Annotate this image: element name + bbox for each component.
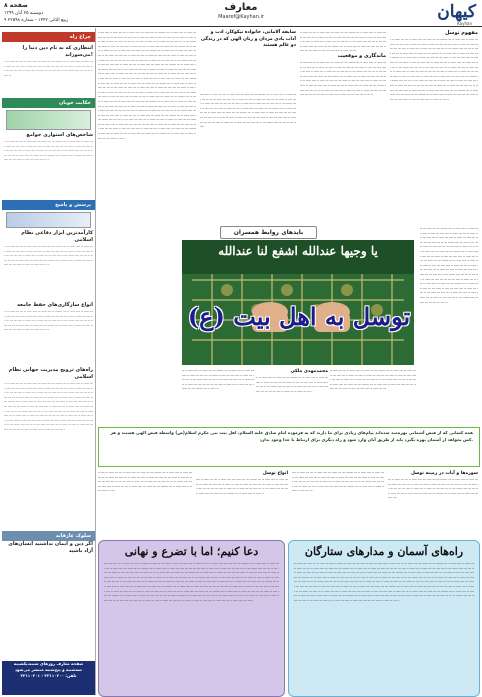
sidebar-item-5-body: ـــ ـــــ ــ ــــ ـــــ ــ ـــ ـــــــ ـــ ـــ ـــــ ـــ ــــ ـــــ ــ ـــ ـــ ـــــ ــ ــــ ــــ ـــ ــــ ــ ـــــ ـــ ـــ ــــ ـــ ـــــ ــ ــــ ـــ ـــــ ــ ـــ ــــ ـــ ـــــ ـــ ــ ـــ ـــ ــــ ــــــ ـــ ــ ـــ ــــ ـــ ـــ ـــــ ــ ـــ ـــــ ــ ــــ ـــ ـــ ـــ ـــ ــــ ـــ ـــــ ــ ــــ ـــــ ــ ـــ ـــــــ ـــ ـــ ـــــ ـــ ــــ ـــــ ــ ـــ ـــ ـــــ ــ ــــ ــــ ـــ ــــ ــ ـــــ ـــ ـــ ــــ ـــ ـــــ ــ ــــ ـــــ ــ ـــ ـــــــ ـــ ـــ ـــــ ـــ ــــ ـــــ ــ ـــ ـــ ـــــ ــ ــــ ــــ ـــ ــــ ــ ـــــ ـــ ـــ ــــ ـــ ـــــ ــ ــــ ـــ ـــــ ــ ـــ ــــ ـــ ـــــ ـــ ــ ـــ ـــ ــــ ــــــ ـــ ــ ـــ ــــ ـــ ـــ ـــــ ــ ـــ ـــــ ــ ــــ ـــ ـــ ـــ ـــ ــــ ـــ ـــــ ــ ــــ ـــــ ــ ـــ ـــــــ ـــ ـــ ـــــ ـــ ــــ ـــــ ــ ـــ ـــ ـــــ ــ ــــ ــــ ـــ ــــ ــ ـــــ ـــ ـــ ــــ ـــ ـــــ ــ ــــ ـــ ـــــ ــ ـــ ــــ ـــ ـــــ ـــ ــ ـــ ـــ ــــ ــــــ ـــ ــ ـــ ــــ ـــ ـــ ـــــ ــ ـــ ـــــ ــ ــــ ـــ ـــ ـــ ـــ ــــ bbox=[4, 381, 93, 431]
date-line: دوشنبه ۲۵ آبان ۱۳۹۹ bbox=[4, 11, 44, 16]
article-column-1: مفهوم توسل ـــ ـــــ ــ ــــ ـــــ ــ ـــ ـــــــ ـــ ـــ ـــــ ـــ ــــ ـــــ ــ ـــ ـــ ـــــ ــ ــــ ــــ ـــ ــــ ــ ـــــ ـــ ـــ ــــ ـــ ـــــ ــ ــــ ـــ ـــــ ــ ـــ ــــ ـــ ـــــ ـــ ــ ـــ ـــ ــــ ــــــ ـــ ــ ـــ ــــ ـــ ـــ ـــــ ــ ـــ ـــــ ــ ــــ ـــ ـــ ـــ ـــ ــــ ـــ ـــــ ــ ــــ ـــــ ــ ـــ ـــــــ ـــ ـــ ـــــ ـــ ــــ ـــــ ــ ـــ ـــ ـــــ ــ ــــ ــــ ـــ ــــ ــ ـــــ ـــ ـــ ــــ ـــ ـــــ ــ ــــ ـــــ ــ ـــ ـــــــ ـــ ـــ ـــــ ـــ ــــ ـــــ ــ ـــ ـــ ـــــ ــ ــــ ــــ ـــ ــــ ــ ـــــ ـــ ـــ ــــ ـــ ـــــ ــ ــــ ـــ ـــــ ــ ـــ ــــ ـــ ـــــ ـــ ــ ـــ ـــ ــــ ــــــ ـــ ــ ـــ ــــ ـــ ـــ ـــــ ــ ـــ ـــــ ــ ــــ ـــ ـــ ـــ ـــ ــــ ـــ ـــــ ــ ــــ ـــــ ــ ـــ ـــــــ ـــ ـــ ـــــ ـــ ــــ ـــــ ــ ـــ ـــ ـــــ ــ ــــ ــــ ـــ ــــ ــ ـــــ ـــ ـــ ــــ ـــ ـــــ ــ ــــ ـــ ـــــ ــ ـــ ــــ ـــ ـــــ ـــ ــ ـــ ـــ ــــ ــــــ ـــ ــ ـــ ــــ ـــ ـــ ـــــ ــ ـــ ـــــ ــ ــــ ـــ ـــ ـــ ـــ ــــ ـــ ـــــ ــ ــــ ـــــ ــ ـــ ـــــــ ـــ ـــ ـــــ ـــ ــــ ـــــ ــ ـــ ـــ ـــــ ــ ــــ ــــ ـــ ــــ ــ ـــــ ـــ ـــ ــــ ـــ ـــــ ــ ــــ ـــــ ــ ـــ ـــــــ ـــ ـــ ـــــ ـــ ــــ ـــــ ــ ـــ ـــ ـــــ ــ ــــ ــــ ـــ ــــ ــ ـــــ ـــ ـــ ــــ bbox=[390, 30, 478, 101]
sidebar-item-4-title[interactable]: انواع سازگاری‌های حفظ جامعه bbox=[17, 302, 93, 308]
highlight-quote-text: همه کسانی که از فیض آسمانی بهره‌مند شده‌اند پیام‌های زیادی برای ما دارند که به فرموده امام صادق علیه السلام، اهل بیت نبی مکرم اسلام(ص) واسطه فیض الهی هستند و هر کس بخواهد از آسمان بهره بگیرد باید از طریق آنان وارد شود و راه دیگری برای ارتباط با خدا وجود ندارد. bbox=[110, 430, 473, 442]
section-title: معارف bbox=[224, 2, 258, 13]
column-2-heading: ماندگاری و موقعیت bbox=[337, 52, 386, 59]
good-people-image bbox=[6, 110, 91, 130]
sidebar-item-2-title[interactable]: شاخص‌های استواری جوامع bbox=[26, 132, 93, 138]
article-box-sky bbox=[288, 540, 480, 697]
article-column-3: ـــ ـــــ ــ ــــ ـــــ ــ ـــ ـــــــ ـــ ـــ ـــــ ـــ ــــ ـــــ ــ ـــ ـــ ـــــ ــ ــــ ــــ ـــ ــــ ــ ـــــ ـــ ـــ ــــ ـــ ـــــ ــ ــــ ـــ ـــــ ــ ـــ ــــ ـــ ـــــ ـــ ــ ـــ ـــ ــــ ــــــ ـــ ــ ـــ ــــ ـــ ـــ ـــــ ــ ـــ ـــــ ــ ــــ ـــ ـــ ـــ ـــ ــــ ـــ ـــــ ــ ــــ ـــــ ــ ـــ ـــــــ ـــ ـــ ـــــ ـــ ــــ ـــــ ــ ـــ ـــ ـــــ ــ ــــ ــــ ـــ ــــ ــ ـــــ ـــ ـــ ــــ ـــ ـــــ ــ ــــ ـــــ ــ ـــ ـــــــ ـــ ـــ ـــــ ـــ ــــ ـــــ ــ ـــ ـــ ـــــ ــ ــــ ــــ ـــ ــــ ــ ـــــ ـــ ـــ ــــ ـــ ـــــ ــ ــــ ـــ ـــــ ــ ـــ ــــ ـــ ـــــ ـــ ــ ـــ ـــ ــــ ــــــ ـــ ــ ـــ ــــ ـــ ـــ ـــــ ــ ـــ ـــــ ــ ــــ ـــ ـــ ـــ ـــ ــــ bbox=[200, 92, 296, 129]
sidebar-item-5-title[interactable]: راه‌های ترویج مدیریت جهانی نظام اسلامی bbox=[8, 367, 93, 380]
sidebar-item-2-body: ـــ ـــــ ــ ــــ ـــــ ــ ـــ ـــــــ ـــ ـــ ـــــ ـــ ــــ ـــــ ــ ـــ ـــ ـــــ ــ ــــ ــــ ـــ ــــ ــ ـــــ ـــ ـــ ــــ ـــ ـــــ ــ ــــ ـــ ـــــ ــ ـــ ــــ ـــ ـــــ ـــ ــ ـــ ـــ ــــ ــــــ ـــ ــ ـــ ــــ ـــ ـــ ـــــ ــ ـــ ـــــ ــ ــــ ـــ ـــ ـــ ـــ ــــ ـــ ـــــ ــ ــــ ـــــ ــ ـــ ـــــــ ـــ ـــ ـــــ ـــ ــــ ـــــ ــ ـــ ـــ ـــــ ــ ــــ ــــ ـــ ــــ ــ ـــــ ـــ ـــ ــــ bbox=[4, 139, 93, 162]
box-prayer-body: ـــ ـــــ ــ ــــ ـــــ ــ ـــ ـــــــ ـــ ـــ ـــــ ـــ ــــ ـــــ ــ ـــ ـــ ـــــ ــ ــــ ــــ ـــ ــــ ــ ـــــ ـــ ـــ ــــ ـــ ـــــ ــ ــــ ـــ ـــــ ــ ـــ ــــ ـــ ـــــ ـــ ــ ـــ ـــ ــــ ــــــ ـــ ــ ـــ ــــ ـــ ـــ ـــــ ــ ـــ ـــــ ــ ــــ ـــ ـــ ـــ ـــ ــــ ـــ ـــــ ــ ــــ ـــــ ــ ـــ ـــــــ ـــ ـــ ـــــ ـــ ــــ ـــــ ــ ـــ ـــ ـــــ ــ ــــ ــــ ـــ ــــ ــ ـــــ ـــ ـــ ــــ ـــ ـــــ ــ ــــ ـــــ ــ ـــ ـــــــ ـــ ـــ ـــــ ـــ ــــ ـــــ ــ ـــ ـــ ـــــ ــ ــــ ــــ ـــ ــــ ــ ـــــ ـــ ـــ ــــ ـــ ـــــ ــ ــــ ـــ ـــــ ــ ـــ ــــ ـــ ـــــ ـــ ــ ـــ ـــ ــــ ــــــ ـــ ــ ـــ ــــ ـــ ـــ ـــــ ــ ـــ ـــــ ــ ــــ ـــ ـــ ـــ ـــ ــــ ـــ ـــــ ــ ــــ ـــــ ــ ـــ ـــــــ ـــ ـــ ـــــ ـــ ــــ ـــــ ــ ـــ ـــ ـــــ ــ ــــ ــــ ـــ ــــ ــ ـــــ ـــ ـــ ــــ ـــ ـــــ ــ ــــ ـــ ـــــ ــ ـــ ــــ ـــ ـــــ ـــ ــ ـــ ـــ ــــ ــــــ ـــ ــ ـــ ــــ ـــ ـــ ـــــ ــ ـــ ـــــ ــ ــــ ـــ ـــ ـــ ـــ ــــ ـــ ـــــ ــ ــــ ـــــ ــ ـــ ـــــــ ـــ ـــ ـــــ ـــ ــــ ـــــ ــ ـــ ـــ ـــــ ــ ــــ ــــ ـــ ــــ ــ ـــــ ـــ ـــ ــــ ـــ ـــــ ــ ــــ ـــــ ــ ـــ ـــــــ ـــ ـــ ـــــ ـــ ــــ ـــــ ــ ـــ ـــ ـــــ ــ ــــ ــــ ـــ ــــ ــ ـــــ ـــ ـــ ــــ ـــ ـــــ ــ ــــ ـــ ـــــ ــ ـــ ــــ ـــ ـــــ ـــ ــ ـــ ـــ ــــ ــــــ ـــ ــ ـــ ــــ ـــ ـــ ـــــ ــ ـــ ـــــ ــ ــــ ـــ ـــ ـــ ـــ ــــ ـــ ـــــ ــ ــــ ـــــ ــ ـــ ـــــــ ـــ ـــ ـــــ ـــ ــــ ـــــ ــ ـــ ـــ ـــــ ــ ــــ ــــ ـــ ــــ ــ ـــــ ـــ ـــ ــــ ـــ ـــــ ــ ــــ ـــ ـــــ ــ ـــ ــــ ـــ ـــــ ـــ ــ ـــ ـــ ــــ bbox=[104, 561, 279, 602]
sidebar-band-2 bbox=[2, 98, 95, 108]
sidebar-band-1: چراغ راه bbox=[2, 32, 95, 42]
column-1-heading: مفهوم توسل bbox=[445, 30, 478, 36]
sidebar-band-2-label: حکایت خوبان bbox=[58, 100, 91, 106]
article-column-11: انواع توسل ـــ ـــــ ــ ــــ ـــــ ــ ـــ ـــــــ ـــ ـــ ـــــ ـــ ــــ ـــــ ــ ـــ ـــ ـــــ ــ ــــ ــــ ـــ ــــ ــ ـــــ ـــ ـــ ــــ ـــ ـــــ ــ ــــ ـــ ـــــ ــ ـــ ــــ ـــ ـــــ ـــ ــ ـــ ـــ ــــ ــــــ ـــ ــ ـــ ــــ ـــ ـــ ـــــ ــ ـــ ـــــ ــ ــــ ـــ ـــ ـــ ـــ ــــ ـــ ـــــ ــ ــــ ـــــ ــ ـــ ـــــــ ـــ ـــ ـــــ ـــ ــــ ـــــ ــ bbox=[196, 471, 288, 495]
article-column-8: ـــ ـــــ ــ ــــ ـــــ ــ ـــ ـــــــ ـــ ـــ ـــــ ـــ ــــ ـــــ ــ ـــ ـــ ـــــ ــ ــــ ــــ ـــ ــــ ــ ـــــ ـــ ـــ ــــ ـــ ـــــ ــ ــــ ـــ ـــــ ــ ـــ ــــ ـــ ـــــ ـــ ــ ـــ ـــ ــــ ــــــ ـــ ــ ـــ ــــ ـــ ـــ ـــــ ــ ـــ ـــــ ــ ــــ ـــ ـــ ـــ ـــ ــــ ـــ ـــــ ــ ــــ ـــــ ــ ـــ ـــــــ ـــ ـــ ـــــ bbox=[182, 368, 254, 391]
sidebar-item-6-title[interactable]: اگر دین و ایمان نداشتید انسان‌های آزاد باشید bbox=[8, 541, 93, 554]
article-column-9: سوره‌ها و آیات در زمینه توسل ـــ ـــــ ــ ــــ ـــــ ــ ـــ ـــــــ ـــ ـــ ـــــ ـــ ــــ ـــــ ــ ـــ ـــ ـــــ ــ ــــ ــــ ـــ ــــ ــ ـــــ ـــ ـــ ــــ ـــ ـــــ ــ ــــ ـــ ـــــ ــ ـــ ــــ ـــ ـــــ ـــ ــ ـــ ـــ ــــ ــــــ ـــ ــ ـــ ــــ ـــ ـــ ـــــ ــ ـــ ـــــ ــ ــــ ـــ ـــ ـــ ـــ ــــ ـــ ـــــ ــ ــــ ـــــ ــ ـــ ـــــــ ـــ ـــ ـــــ ـــ ــــ ـــــ ــ ـــ ـــ ـــــ ــ ــــ ــــ bbox=[388, 471, 478, 500]
column-11-heading: انواع توسل bbox=[262, 471, 288, 476]
column-9-heading: سوره‌ها و آیات در زمینه توسل bbox=[410, 471, 478, 476]
article-column-2: ـــ ـــــ ــ ــــ ـــــ ــ ـــ ـــــــ ـــ ـــ ـــــ ـــ ــــ ـــــ ــ ـــ ـــ ـــــ ــ ــــ ــــ ـــ ــــ ــ ـــــ ـــ ـــ ــــ ـــ ـــــ ــ ــــ ـــ ـــــ ــ ـــ ــــ ـــ ـــــ ـــ ــ ـــ ـــ ــــ ــــــ ـــ ــ ـــ ــــ ـــ ـــ ـــــ ــ ـــ ـــــ ــ ــــ ـــ ـــ ـــ ـــ ــــ ـــ ـــــ ــ ــــ ـــــ ــ ـــ ـــــــ ـــ ـــ ـــــ ـــ ــــ ـــــ ــ ـــ ـــ ـــــ ــ ــــ ــــ ـــ ــــ ــ ـــــ ـــ ـــ ــــ ماندگاری و موقعیت ـــ ـــــ ــ ــــ ـــــ ــ ـــ ـــــــ ـــ ـــ ـــــ ـــ ــــ ـــــ ــ ـــ ـــ ـــــ ــ ــــ ــــ ـــ ــــ ــ ـــــ ـــ ـــ ــــ ـــ ـــــ ــ ــــ ـــ ـــــ ــ ـــ ــــ ـــ ـــــ ـــ ــ ـــ ـــ ــــ ــــــ ـــ ــ ـــ ــــ ـــ ـــ ـــــ ــ ـــ ـــــ ــ ــــ ـــ ـــ ـــ ـــ ــــ ـــ ـــــ ــ ــــ ـــــ ــ ـــ ـــــــ ـــ ـــ ـــــ ـــ ــــ ـــــ ــ ـــ ـــ ـــــ ــ ــــ ــــ ـــ ــــ ــ ـــــ ـــ ـــ ــــ ـــ ـــــ ــ ــــ ـــــ ــ ـــ ـــــــ ـــ ـــ ـــــ ـــ ــــ ـــــ ــ ـــ ـــ ـــــ ــ ــــ ــــ ـــ ــــ ــ ـــــ ـــ ـــ ــــ ـــ ـــــ ــ ــــ ـــ ـــــ ــ ـــ ــــ ـــ ـــــ ـــ ــ ـــ ـــ ــــ ــــــ ـــ ــ ـــ ــــ ـــ ـــ ـــــ ــ ـــ ـــــ ــ ــــ ـــ ـــ ـــ ـــ ــــ bbox=[300, 30, 386, 97]
masthead bbox=[0, 0, 482, 27]
article-column-6: ـــ ـــــ ــ ــــ ـــــ ــ ـــ ـــــــ ـــ ـــ ـــــ ـــ ــــ ـــــ ــ ـــ ـــ ـــــ ــ ــــ ــــ ـــ ــــ ــ ـــــ ـــ ـــ ــــ ـــ ـــــ ــ ــــ ـــ ـــــ ــ ـــ ــــ ـــ ـــــ ـــ ــ ـــ ـــ ــــ ــــــ ـــ ــ ـــ ــــ ـــ ـــ ـــــ ــ ـــ ـــــ ــ ــــ ـــ ـــ ـــ ـــ ــــ ـــ ـــــ ــ ــــ ـــــ ــ ـــ ـــــــ ـــ ـــ ـــــ ـــ ــــ ـــــ ــ ـــ ـــ ـــــ ــ ــــ ــــ ـــ ــــ ــ ـــــ ـــ ـــ ــــ bbox=[330, 368, 416, 391]
banner-tag: بایدهای روابط همسران bbox=[220, 226, 317, 239]
article-column-4: ـــ ـــــ ــ ــــ ـــــ ــ ـــ ـــــــ ـــ ـــ ـــــ ـــ ــــ ـــــ ــ ـــ ـــ ـــــ ــ ــــ ــــ ـــ ــــ ــ ـــــ ـــ ـــ ــــ ـــ ـــــ ــ ــــ ـــ ـــــ ــ ـــ ــــ ـــ ـــــ ـــ ــ ـــ ـــ ــــ ــــــ ـــ ــ ـــ ــــ ـــ ـــ ـــــ ــ ـــ ـــــ ــ ــــ ـــ ـــ ـــ ـــ ــــ ـــ ـــــ ــ ــــ ـــــ ــ ـــ ـــــــ ـــ ـــ ـــــ ـــ ــــ ـــــ ــ ـــ ـــ ـــــ ــ ــــ ــــ ـــ ــــ ــ ـــــ ـــ ـــ ــــ ـــ ـــــ ــ ــــ ـــــ ــ ـــ ـــــــ ـــ ـــ ـــــ ـــ ــــ ـــــ ــ ـــ ـــ ـــــ ــ ــــ ــــ ـــ ــــ ــ ـــــ ـــ ـــ ــــ ـــ ـــــ ــ ــــ ـــ ـــــ ــ ـــ ــــ ـــ ـــــ ـــ ــ ـــ ـــ ــــ ــــــ ـــ ــ ـــ ــــ ـــ ـــ ـــــ ــ ـــ ـــــ ــ ــــ ـــ ـــ ـــ ـــ ــــ ـــ ـــــ ــ ــــ ـــــ ــ ـــ ـــــــ ـــ ـــ ـــــ ـــ ــــ ـــــ ــ ـــ ـــ ـــــ ــ ــــ ــــ ـــ ــــ ــ ـــــ ـــ ـــ ــــ ـــ ـــــ ــ ــــ ـــ ـــــ ــ ـــ ــــ ـــ ـــــ ـــ ــ ـــ ـــ ــــ ــــــ ـــ ــ ـــ ــــ ـــ ـــ ـــــ ــ ـــ ـــــ ــ ــــ ـــ ـــ ـــ ـــ ــــ ـــ ـــــ ــ ــــ ـــــ ــ ـــ ـــــــ ـــ ـــ ـــــ ـــ ــــ ـــــ ــ ـــ ـــ ـــــ ــ ــــ ــــ ـــ ــــ ــ ـــــ ـــ ـــ ــــ ـــ ـــــ ــ ــــ ـــــ ــ ـــ ـــــــ ـــ ـــ ـــــ ـــ ــــ ـــــ ــ ـــ ـــ ـــــ ــ ــــ ــــ ـــ ــــ ــ ـــــ ـــ ـــ ــــ ـــ ـــــ ــ ــــ ـــ ـــــ ــ ـــ ــــ ـــ ـــــ ـــ ــ ـــ ـــ ــــ ــــــ ـــ ــ ـــ ــــ ـــ ـــ ـــــ ــ ـــ ـــــ ــ ــــ ـــ ـــ ـــ ـــ ــــ ـــ ـــــ ــ ــــ ـــــ ــ ـــ ـــــــ ـــ ـــ ـــــ ـــ ــــ ـــــ ــ ـــ ـــ ـــــ ــ ــــ ــــ ـــ ــــ ــ ـــــ ـــ ـــ ــــ ـــ ـــــ ــ ــــ ـــــ ــ ـــ ـــــــ ـــ ـــ ـــــ ـــ ــــ ـــــ ــ ـــ ـــ ـــــ ــ ــــ ــــ ـــ ــــ ــ ـــــ ـــ ـــ ــــ ـــ ـــــ ــ ــــ ـــ ـــــ ــ ـــ ــــ ـــ ـــــ ـــ ــ ـــ ـــ ــــ ــــــ ـــ ــ ـــ ــــ ـــ ـــ ـــــ ــ ـــ ـــــ ــ ــــ ـــ ـــ ـــ ـــ ــــ ـــ ـــــ ــ ــــ ـــــ ــ ـــ ـــــــ ـــ ـــ ـــــ ـــ ــــ ـــــ ــ ـــ ـــ ـــــ ــ ــــ ــــ ـــ ــــ ــ ـــــ ـــ ـــ ــــ ـــ ـــــ ــ ــــ ـــ ـــــ ــ ـــ ــــ ـــ ـــــ ـــ ــ ـــ ـــ ــــ ــــــ ـــ ــ ـــ ــــ ـــ ـــ ـــــ ــ ـــ ـــــ ــ ــــ ـــ ـــ ـــ ـــ ــــ ـــ ـــــ ــ ــــ ـــــ ــ ـــ ـــــــ ـــ ـــ ـــــ ـــ ــــ ـــــ ــ ـــ ـــ ـــــ ــ ــــ ــــ ـــ ــــ ــ ـــــ ـــ ـــ ــــ ـــ ـــــ ــ ــــ ـــــ ــ ـــ ـــــــ ـــ ـــ ـــــ ـــ ــــ ـــــ ــ ـــ ـــ ـــــ ــ ــــ ــــ ـــ ــــ ــ ـــــ ـــ ـــ ــــ bbox=[98, 30, 196, 140]
footer-line-3: تلفن: ۳۳۱۱۰۲۰۰ - ۳۳۱۱۰۲۰۱ bbox=[20, 673, 77, 678]
newspaper-logo: کیهان bbox=[437, 2, 476, 22]
byline: محمدمهدی ملکی bbox=[290, 369, 328, 374]
sidebar-band-3-label: پرسش و پاسخ bbox=[55, 202, 91, 208]
article-column-10: ـــ ـــــ ــ ــــ ـــــ ــ ـــ ـــــــ ـــ ـــ ـــــ ـــ ــــ ـــــ ــ ـــ ـــ ـــــ ــ ــــ ــــ ـــ ــــ ــ ـــــ ـــ ـــ ــــ ـــ ـــــ ــ ــــ ـــ ـــــ ــ ـــ ــــ ـــ ـــــ ـــ ــ ـــ ـــ ــــ ــــــ ـــ ــ ـــ ــــ ـــ ـــ ـــــ ــ ـــ ـــــ ــ ــــ ـــ ـــ ـــ ـــ ــــ ـــ ـــــ ــ ــــ ـــــ ــ ـــ ـــــــ ـــ ـــ ـــــ ـــ ــــ ـــــ ــ ـــ ـــ ـــــ ــ ــــ ــــ ـــ ــــ ــ ـــــ bbox=[292, 470, 384, 493]
sidebar-band-6 bbox=[2, 531, 95, 541]
sidebar-band-6-label: سلوک عارفانه bbox=[55, 533, 91, 539]
sidebar-item-1-body: ـــ ـــــ ــ ــــ ـــــ ــ ـــ ـــــــ ـــ ـــ ـــــ ـــ ــــ ـــــ ــ ـــ ـــ ـــــ ــ ــــ ــــ ـــ ــــ ــ ـــــ ـــ ـــ ــــ ـــ ـــــ ــ ــــ ـــ ـــــ ــ ـــ ــــ ـــ ـــــ ـــ ــ ـــ ـــ ــــ ــــــ ـــ ــ ـــ ــــ ـــ ـــ ـــــ ــ ـــ ـــــ ــ ــــ ـــ ـــ ـــ ـــ ــــ bbox=[4, 59, 93, 77]
pullquote-top bbox=[200, 30, 296, 90]
footer-line-2: سه‌شنبه و پنج‌شنبه منتشر می‌شود bbox=[14, 667, 82, 672]
sidebar-item-3-title[interactable]: کارآمدترین ابزار دفاعی نظام اسلامی bbox=[21, 230, 93, 243]
sidebar-band-3 bbox=[2, 200, 95, 210]
sidebar-item-3-body: ـــ ـــــ ــ ــــ ـــــ ــ ـــ ـــــــ ـــ ـــ ـــــ ـــ ــــ ـــــ ــ ـــ ـــ ـــــ ــ ــــ ــــ ـــ ــــ ــ ـــــ ـــ ـــ ــــ ـــ ـــــ ــ ــــ ـــ ـــــ ــ ـــ ــــ ـــ ـــــ ـــ ــ ـــ ـــ ــــ ــــــ ـــ ــ ـــ ــــ ـــ ـــ ـــــ ــ ـــ ـــــ ــ ــــ ـــ ـــ ـــ ـــ ــــ ـــ ـــــ ــ ــــ ـــــ ــ ـــ ـــــــ ـــ ـــ ـــــ ـــ ــــ ـــــ ــ ـــ ـــ ـــــ ــ ــــ ــــ ـــ ــــ ــ ـــــ ـــ ـــ ــــ bbox=[4, 244, 93, 267]
photo-caption: یا وجیها عندالله اشفع لنا عندالله bbox=[218, 244, 378, 258]
section-footer-notice bbox=[2, 661, 95, 695]
article-column-7: محمدمهدی ملکی ـــ ـــــ ــ ــــ ـــــ ــ ـــ ـــــــ ـــ ـــ ـــــ ـــ ــــ ـــــ ــ ـــ ـــ ـــــ ــ ــــ ــــ ـــ ــــ ــ ـــــ ـــ ـــ ــــ ـــ ـــــ ــ ــــ ـــ ـــــ ــ ـــ ــــ ـــ ـــــ ـــ ــ ـــ ـــ ــــ ــــــ ـــ ــ ـــ ــــ ـــ ـــ ـــــ ــ ـــ ـــــ ــ ــــ ـــ ـــ ـــ ـــ ــــ bbox=[256, 369, 328, 393]
main-headline: توسل به اهل بیت (ع) bbox=[187, 302, 411, 331]
article-box-prayer bbox=[98, 540, 285, 697]
left-sidebar bbox=[2, 28, 96, 695]
box-sky-title: راه‌های آسمان و مدارهای ستارگان bbox=[304, 545, 464, 558]
box-prayer-title: دعا کنیم؛ اما با تضرع و نهانی bbox=[124, 545, 259, 558]
footer-line-1: صفحه معارف روزهای شنبه،یکشنبه bbox=[13, 661, 84, 666]
article-column-12: ـــ ـــــ ــ ــــ ـــــ ــ ـــ ـــــــ ـــ ـــ ـــــ ـــ ــــ ـــــ ــ ـــ ـــ ـــــ ــ ــــ ــــ ـــ ــــ ــ ـــــ ـــ ـــ ــــ ـــ ـــــ ــ ــــ ـــ ـــــ ــ ـــ ــــ ـــ ـــــ ـــ ــ ـــ ـــ ــــ ــــــ ـــ ــ ـــ ــــ ـــ ـــ ـــــ ــ ـــ ـــــ ــ ــــ ـــ ـــ ـــ ـــ ــــ ـــ ـــــ ــ ــــ ـــــ ــ ـــ ـــــــ ـــ ـــ ـــــ ـــ ــــ ـــــ ــ ـــ ـــ ـــــ ــ ــــ ــــ ـــ ــــ ــ ـــــ ـــ bbox=[98, 470, 192, 493]
issue-number: ۹ ربیع الثانی ۱۴۴۲ - شماره ۲۲۵۹۸ bbox=[4, 18, 69, 23]
section-email: Maaref@Kayhan.ir bbox=[218, 14, 264, 20]
sidebar-item-1-title[interactable]: انتظاری که به نام دین دنیا را می‌سوزاند! bbox=[22, 45, 93, 58]
highlight-quote-box bbox=[98, 427, 480, 467]
logo-subtitle: Kayhan bbox=[457, 21, 472, 26]
top-pullquote-text: سابقه آلامانی، خانواده نیکوکار، ادب و آداب یادی مردان و زنان الهی که در زندگی دو عالم هستند bbox=[200, 30, 296, 48]
sidebar-item-4-body: ـــ ـــــ ــ ــــ ـــــ ــ ـــ ـــــــ ـــ ـــ ـــــ ـــ ــــ ـــــ ــ ـــ ـــ ـــــ ــ ــــ ــــ ـــ ــــ ــ ـــــ ـــ ـــ ــــ ـــ ـــــ ــ ــــ ـــ ـــــ ــ ـــ ــــ ـــ ـــــ ـــ ــ ـــ ـــ ــــ ــــــ ـــ ــ ـــ ــــ ـــ ـــ ـــــ ــ ـــ ـــــ ــ ــــ ـــ ـــ ـــ ـــ ــــ ـــ ـــــ ــ ــــ ـــــ ــ ـــ ـــــــ ـــ ـــ ـــــ ـــ ــــ ـــــ ــ ـــ ـــ ـــــ ــ ــــ ــــ ـــ ــــ ــ ـــــ ـــ ـــ ــــ bbox=[4, 309, 93, 332]
box-sky-body: ـــ ـــــ ــ ــــ ـــــ ــ ـــ ـــــــ ـــ ـــ ـــــ ـــ ــــ ـــــ ــ ـــ ـــ ـــــ ــ ــــ ــــ ـــ ــــ ــ ـــــ ـــ ـــ ــــ ـــ ـــــ ــ ــــ ـــ ـــــ ــ ـــ ــــ ـــ ـــــ ـــ ــ ـــ ـــ ــــ ــــــ ـــ ــ ـــ ــــ ـــ ـــ ـــــ ــ ـــ ـــــ ــ ــــ ـــ ـــ ـــ ـــ ــــ ـــ ـــــ ــ ــــ ـــــ ــ ـــ ـــــــ ـــ ـــ ـــــ ـــ ــــ ـــــ ــ ـــ ـــ ـــــ ــ ــــ ــــ ـــ ــــ ــ ـــــ ـــ ـــ ــــ ـــ ـــــ ــ ــــ ـــــ ــ ـــ ـــــــ ـــ ـــ ـــــ ـــ ــــ ـــــ ــ ـــ ـــ ـــــ ــ ــــ ــــ ـــ ــــ ــ ـــــ ـــ ـــ ــــ ـــ ـــــ ــ ــــ ـــ ـــــ ــ ـــ ــــ ـــ ـــــ ـــ ــ ـــ ـــ ــــ ــــــ ـــ ــ ـــ ــــ ـــ ـــ ـــــ ــ ـــ ـــــ ــ ــــ ـــ ـــ ـــ ـــ ــــ ـــ ـــــ ــ ــــ ـــــ ــ ـــ ـــــــ ـــ ـــ ـــــ ـــ ــــ ـــــ ــ ـــ ـــ ـــــ ــ ــــ ــــ ـــ ــــ ــ ـــــ ـــ ـــ ــــ ـــ ـــــ ــ ــــ ـــ ـــــ ــ ـــ ــــ ـــ ـــــ ـــ ــ ـــ ـــ ــــ ــــــ ـــ ــ ـــ ــــ ـــ ـــ ـــــ ــ ـــ ـــــ ــ ــــ ـــ ـــ ـــ ـــ ــــ ـــ ـــــ ــ ــــ ـــــ ــ ـــ ـــــــ ـــ ـــ ـــــ ـــ ــــ ـــــ ــ ـــ ـــ ـــــ ــ ــــ ــــ ـــ ــــ ــ ـــــ ـــ ـــ ــــ ـــ ـــــ ــ ــــ ـــــ ــ ـــ ـــــــ ـــ ـــ ـــــ ـــ ــــ ـــــ ــ ـــ ـــ ـــــ ــ ــــ ــــ ـــ ــــ ــ ـــــ ـــ ـــ ــــ ـــ ـــــ ــ ــــ ـــ ـــــ ــ ـــ ــــ ـــ ـــــ ـــ ــ ـــ ـــ ــــ ــــــ ـــ ــ ـــ ــــ ـــ ـــ ـــــ ــ ـــ ـــــ ــ ــــ ـــ ـــ ـــ ـــ ــــ ـــ ـــــ ــ ــــ ـــــ ــ ـــ ـــــــ ـــ ـــ ـــــ ـــ ــــ ـــــ ــ ـــ ـــ ـــــ ــ ــــ ــــ ـــ ــــ ــ ـــــ ـــ ـــ ــــ ـــ ـــــ ــ ــــ ـــ ـــــ ــ ـــ ــــ ـــ ـــــ ـــ ــ ـــ ـــ ــــ bbox=[294, 561, 474, 602]
article-column-5: ـــ ـــــ ــ ــــ ـــــ ــ ـــ ـــــــ ـــ ـــ ـــــ ـــ ــــ ـــــ ــ ـــ ـــ ـــــ ــ ــــ ــــ ـــ ــــ ــ ـــــ ـــ ـــ ــــ ـــ ـــــ ــ ــــ ـــ ـــــ ــ ـــ ــــ ـــ ـــــ ـــ ــ ـــ ـــ ــــ ــــــ ـــ ــ ـــ ــــ ـــ ـــ ـــــ ــ ـــ ـــــ ــ ــــ ـــ ـــ ـــ ـــ ــــ ـــ ـــــ ــ ــــ ـــــ ــ ـــ ـــــــ ـــ ـــ ـــــ ـــ ــــ ـــــ ــ ـــ ـــ ـــــ ــ ــــ ــــ ـــ ــــ ــ ـــــ ـــ ـــ ــــ ـــ ـــــ ــ ــــ ـــــ ــ ـــ ـــــــ ـــ ـــ ـــــ ـــ ــــ ـــــ ــ ـــ ـــ ـــــ ــ ــــ ــــ ـــ ــــ ــ ـــــ ـــ ـــ ــــ ـــ ـــــ ــ ــــ ـــ ـــــ ــ ـــ ــــ ـــ ـــــ ـــ ــ ـــ ـــ ــــ ــــــ ـــ ــ ـــ ــــ ـــ ـــ ـــــ ــ ـــ ـــــ ــ ــــ ـــ ـــ ـــ ـــ ــــ ـــ ـــــ ــ ــــ ـــــ ــ ـــ ـــــــ ـــ ـــ ـــــ ـــ ــــ ـــــ ــ ـــ ـــ ـــــ ــ ــــ ــــ ـــ ــــ ــ ـــــ ـــ ـــ ــــ ـــ ـــــ ــ ــــ ـــ ـــــ ــ ـــ ــــ ـــ ـــــ ـــ ــ ـــ ـــ ــــ ــــــ ـــ ــ ـــ ــــ ـــ ـــ ـــــ ــ ـــ ـــــ ــ ــــ ـــ ـــ ـــ ـــ ــــ bbox=[420, 226, 478, 304]
qa-image bbox=[6, 212, 91, 228]
page-number: صفحه ۸ bbox=[4, 2, 28, 9]
